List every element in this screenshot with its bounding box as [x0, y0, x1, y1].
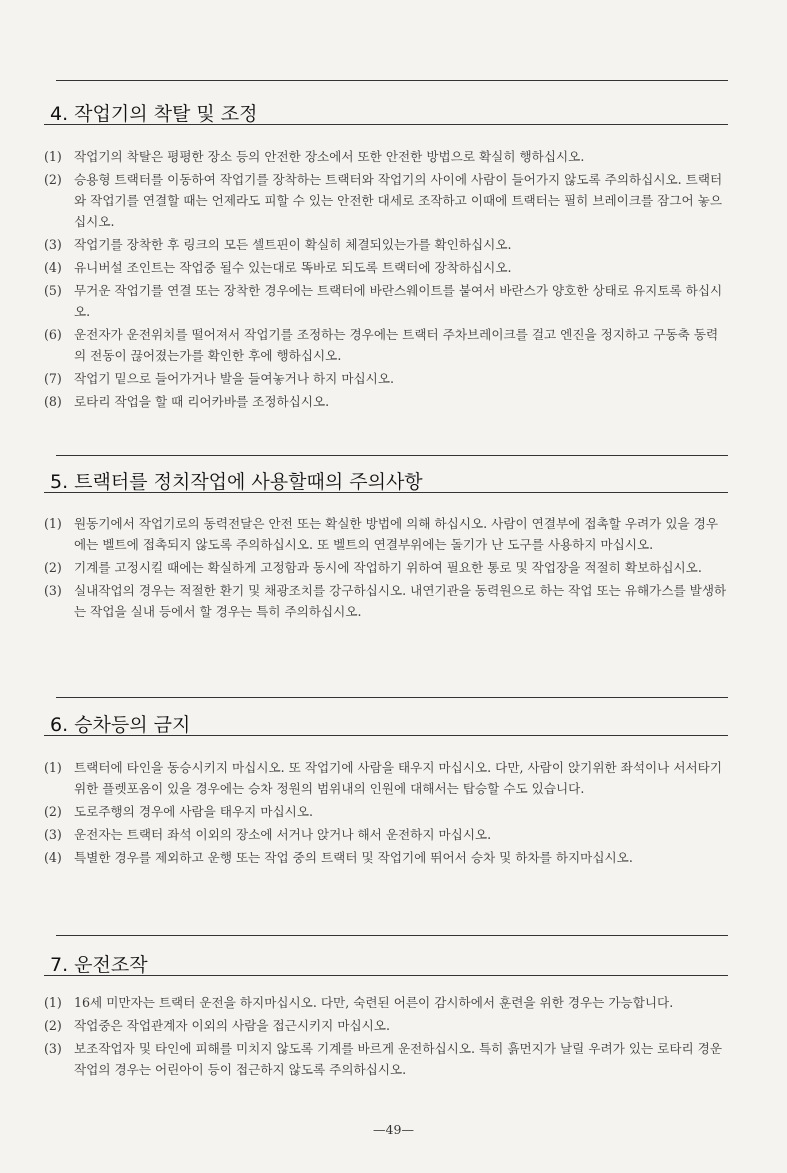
item-number: (1): [44, 149, 62, 164]
item-list: [44, 757, 728, 870]
item-text: 트랙터에 타인을 동승시키지 마십시오. 또 작업기에 사람을 태우지 마십시오. 다만, 사람이 앉기위한 좌석이나 서서타기 위한 플렛포옴이 있을 경우에는 승차 정원의 범위내의 인원에 대해서는 탑승할 수도 있습니다.: [74, 760, 722, 796]
list-item: [44, 1038, 728, 1080]
item-text: 작업기를 장착한 후 링크의 모든 셀트핀이 확실히 체결되있는가를 확인하십시오.: [74, 237, 512, 252]
list-item: [44, 513, 728, 555]
item-number: (2): [44, 1018, 62, 1033]
item-text: 보조작업자 및 타인에 피해를 미치지 않도록 기계를 바르게 운전하십시오. 특히 흙먼지가 날릴 우려가 있는 로타리 경운작업의 경우는 어린아이 등이 접근하지 않도록 주의하십시오.: [74, 1041, 722, 1077]
item-list: [44, 992, 728, 1082]
item-text: 특별한 경우를 제외하고 운행 또는 작업 중의 트랙터 및 작업기에 뛰어서 승차 및 하차를 하지마십시오.: [74, 850, 633, 865]
item-number: (3): [44, 1041, 62, 1056]
item-number: (2): [44, 172, 62, 187]
list-item: [44, 234, 728, 255]
item-list: [44, 513, 728, 624]
item-text: 승용형 트랙터를 이동하여 작업기를 장착하는 트랙터와 작업기의 사이에 사람이 들어가지 않도록 주의하십시오. 트랙터와 작업기를 연결할 때는 언제라도 피할 수 있는 안전한 대세로 조작하고 이때에 트랙터는 필히 브레이크를 잠그어 놓으십시오.: [74, 172, 723, 229]
item-text: 도로주행의 경우에 사람을 태우지 마십시오.: [74, 804, 313, 819]
item-text: 원동기에서 작업기로의 동력전달은 안전 또는 확실한 방법에 의해 하십시오. 사람이 연결부에 접촉할 우려가 있을 경우에는 벨트에 접촉되지 않도록 주의하십시오. 또 벨트의 연결부위에는 돌기가 난 도구를 사용하지 마십시오.: [74, 516, 718, 552]
item-number: (3): [44, 237, 62, 252]
section-top-rule: [56, 697, 728, 698]
item-number: (3): [44, 583, 62, 598]
item-number: (3): [44, 827, 62, 842]
page-number: —49—: [373, 1122, 414, 1137]
item-text: 기계를 고정시킬 때에는 확실하게 고정함과 동시에 작업하기 위하여 필요한 통로 및 작업장을 적절히 확보하십시오.: [74, 560, 702, 575]
item-number: (5): [44, 283, 62, 298]
item-text: 실내작업의 경우는 적절한 환기 및 채광조치를 강구하십시오. 내연기관을 동력원으로 하는 작업 또는 유해가스를 발생하는 작업을 실내 등에서 할 경우는 특히 주의하십시오.: [74, 583, 727, 619]
section-top-rule: [56, 80, 728, 81]
list-item: [44, 169, 728, 232]
list-item: [44, 580, 728, 622]
section-bottom-rule: [44, 124, 728, 125]
list-item: [44, 391, 728, 412]
item-text: 운전자가 운전위치를 떨어져서 작업기를 조정하는 경우에는 트랙터 주차브레이크를 걸고 엔진을 정지하고 구동축 동력의 전동이 끊어졌는가를 확인한 후에 행하십시오.: [74, 327, 719, 363]
item-text: 작업기의 착탈은 평평한 장소 등의 안전한 장소에서 또한 안전한 방법으로 확실히 행하십시오.: [74, 149, 585, 164]
item-number: (2): [44, 804, 62, 819]
section-heading: 5. 트랙터를 정치작업에 사용할때의 주의사항: [50, 471, 423, 493]
item-number: (4): [44, 260, 62, 275]
item-number: (1): [44, 516, 62, 531]
item-text: 로타리 작업을 할 때 리어카바를 조정하십시오.: [74, 394, 330, 409]
list-item: [44, 1015, 728, 1036]
section-bottom-rule: [44, 492, 728, 493]
item-text: 유니버설 조인트는 작업중 될수 있는대로 똑바로 되도록 트랙터에 장착하십시오.: [74, 260, 512, 275]
item-text: 16세 미만자는 트랙터 운전을 하지마십시오. 다만, 숙련된 어른이 감시하에서 훈련을 위한 경우는 가능합니다.: [74, 995, 674, 1010]
item-text: 무거운 작업기를 연결 또는 장착한 경우에는 트랙터에 바란스웨이트를 붙여서 바란스가 양호한 상태로 유지토록 하십시오.: [74, 283, 723, 319]
list-item: [44, 992, 728, 1013]
item-number: (8): [44, 394, 62, 409]
section-bottom-rule: [44, 735, 728, 736]
item-text: 작업중은 작업관계자 이외의 사람을 접근시키지 마십시오.: [74, 1018, 390, 1033]
item-number: (1): [44, 760, 62, 775]
list-item: [44, 757, 728, 799]
item-list: [44, 146, 728, 414]
item-number: (2): [44, 560, 62, 575]
section-heading: 4. 작업기의 착탈 및 조정: [50, 103, 258, 125]
item-number: (4): [44, 850, 62, 865]
item-number: (1): [44, 995, 62, 1010]
list-item: [44, 557, 728, 578]
section-heading: 7. 운전조작: [50, 954, 148, 976]
list-item: [44, 146, 728, 167]
list-item: [44, 280, 728, 322]
section-top-rule: [56, 455, 728, 456]
section-bottom-rule: [44, 975, 728, 976]
item-text: 작업기 밑으로 들어가거나 발을 들여놓거나 하지 마십시오.: [74, 371, 394, 386]
section-heading: 6. 승차등의 금지: [50, 714, 191, 736]
list-item: [44, 257, 728, 278]
section-top-rule: [56, 935, 728, 936]
item-number: (6): [44, 327, 62, 342]
item-number: (7): [44, 371, 62, 386]
item-text: 운전자는 트랙터 좌석 이외의 장소에 서거나 앉거나 해서 운전하지 마십시오.: [74, 827, 492, 842]
list-item: [44, 324, 728, 366]
list-item: [44, 801, 728, 822]
list-item: [44, 847, 728, 868]
list-item: [44, 824, 728, 845]
list-item: [44, 368, 728, 389]
